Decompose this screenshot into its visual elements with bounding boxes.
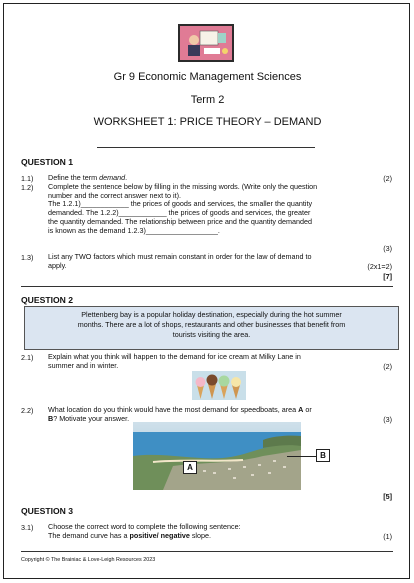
- question-2-heading: QUESTION 2: [21, 295, 74, 305]
- question-2-total: [5]: [383, 492, 392, 501]
- question-1-2-line: is known as the demand 1.2.3)__________________.: [48, 225, 220, 235]
- question-2-2-marks: (3): [383, 415, 392, 424]
- question-3-heading: QUESTION 3: [21, 506, 74, 516]
- question-1-1-number: 1.1): [21, 174, 34, 183]
- question-1-3-line: apply.: [48, 260, 67, 270]
- ice-cream-cones-image: [192, 371, 246, 400]
- question-1-end-rule: [21, 286, 393, 287]
- copyright-notice: Copyright © The Brainiac & Love-Leigh Resources 2023: [21, 557, 156, 563]
- question-2-1-marks: (2): [383, 362, 392, 371]
- title-divider: [97, 147, 315, 148]
- worksheet-page: [3, 3, 410, 579]
- question-2-1-text: [48, 353, 368, 370]
- question-1-2-number: 1.2): [21, 183, 34, 192]
- context-line: tourists visiting the area.: [172, 330, 251, 340]
- question-1-2-line: demanded. The 1.2.2)____________ the prices of goods and services, the greater: [48, 208, 311, 218]
- question-1-total: [7]: [383, 272, 392, 281]
- footer-rule: [21, 551, 393, 552]
- area-b-pointer: [287, 456, 316, 457]
- worksheet-subject-title: Gr 9 Economic Management Sciences: [113, 71, 302, 83]
- question-3-1-line: Choose the correct word to complete the following sentence:: [48, 522, 241, 531]
- question-1-2-line: Complete the sentence below by filling in the missing words. (Write only the question: [48, 182, 318, 191]
- question-1-1-marks: (2): [383, 174, 392, 183]
- question-1-3-marks: (2x1=2): [367, 262, 392, 271]
- question-1-2-line: The 1.2.1)____________ the prices of goods and services, the smaller the quantity: [48, 199, 313, 209]
- worksheet-logo-icon: [178, 24, 234, 62]
- area-a-label: A: [183, 461, 197, 474]
- question-3-1-number: 3.1): [21, 523, 34, 532]
- question-1-2-text: [48, 183, 398, 235]
- question-3-1-line: The demand curve has a positive/ negative slope.: [48, 530, 212, 540]
- context-line: months. There are a lot of shops, restaurants and other businesses that benefit from: [77, 320, 346, 330]
- question-2-2-number: 2.2): [21, 406, 34, 415]
- area-b-label: B: [316, 449, 330, 462]
- question-2-1-line: summer and in winter.: [48, 360, 119, 370]
- question-1-3-number: 1.3): [21, 253, 34, 262]
- plettenberg-bay-aerial-photo: [133, 422, 301, 490]
- question-2-context-box: [24, 306, 399, 350]
- question-1-3-line: List any TWO factors which must remain constant in order for the law of demand to: [48, 252, 312, 261]
- worksheet-title: WORKSHEET 1: PRICE THEORY – DEMAND: [93, 116, 322, 128]
- question-1-2-line: number and the correct answer next to it).: [48, 190, 182, 200]
- question-1-1-text: Define the term demand.: [48, 173, 128, 182]
- question-3-1-text: [48, 523, 368, 540]
- question-2-1-line: Explain what you think will happen to the demand for ice cream at Milky Lane in: [48, 352, 301, 361]
- worksheet-term: Term 2: [190, 94, 225, 106]
- question-2-2-line: B? Motivate your answer.: [48, 413, 130, 423]
- question-1-2-marks: (3): [383, 244, 392, 253]
- question-2-2-text: [48, 406, 388, 423]
- question-2-1-number: 2.1): [21, 353, 34, 362]
- context-line: Plettenberg bay is a popular holiday destination, especially during the hot summer: [81, 310, 342, 319]
- question-1-2-line: the quantity demanded. The relationship between price and the quantity demanded: [48, 216, 312, 226]
- question-1-heading: QUESTION 1: [21, 157, 74, 167]
- question-3-1-marks: (1): [383, 532, 392, 541]
- question-2-2-line: What location do you think would have the most demand for speedboats, area A or: [48, 405, 312, 414]
- question-1-3-text: [48, 253, 368, 270]
